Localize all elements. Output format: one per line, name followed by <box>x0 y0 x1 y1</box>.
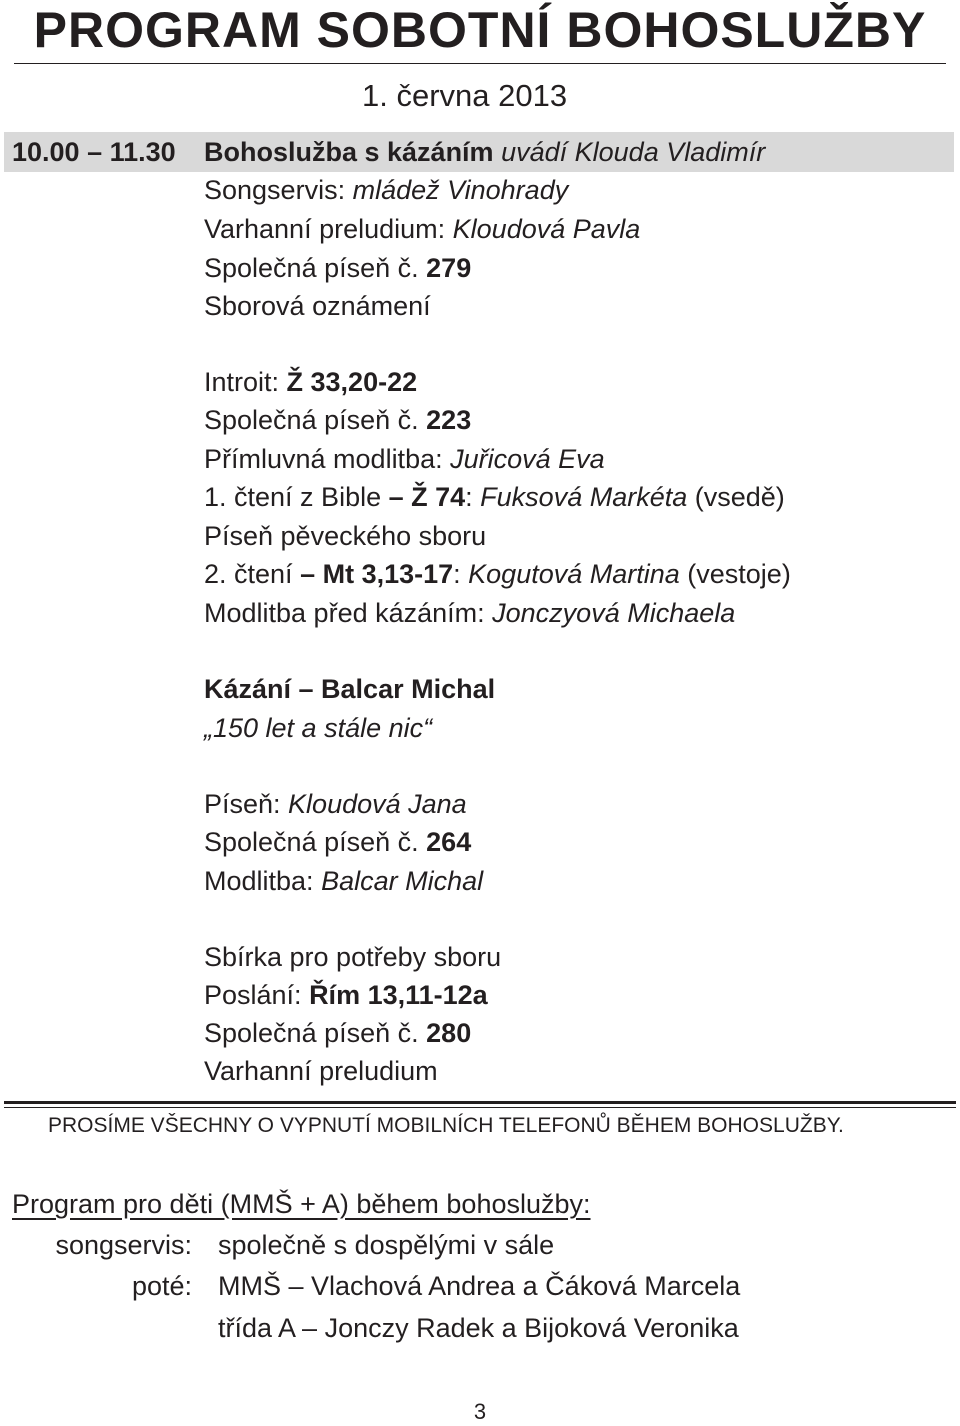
phone-notice: PROSÍME VŠECHNY O VYPNUTÍ MOBILNÍCH TELEFONŮ BĚHEM BOHOSLUŽBY. <box>48 1114 844 1137</box>
kids-row-value: společně s dospělými v sále <box>218 1230 555 1260</box>
program-item-person: Jonczyová Michaela <box>492 598 736 628</box>
hymn-number: 279 <box>426 253 472 283</box>
program-item-note: (vsedě) <box>687 482 785 512</box>
service-date-day: 1. <box>362 78 388 113</box>
sermon-title-text: „150 let a stále nic“ <box>204 713 433 743</box>
program-item-organ-postlude <box>204 1052 438 1090</box>
program-item-label: Songservis: <box>204 175 353 205</box>
kids-row-label: songservis: <box>55 1230 192 1260</box>
service-date <box>362 76 567 116</box>
kids-row-value: třída A – Jonczy Radek a Bijoková Veronika <box>218 1313 739 1343</box>
program-item-label: Přímluvná modlitba: <box>204 444 451 474</box>
program-item-hymn <box>204 401 471 439</box>
program-item-announcements <box>204 287 431 325</box>
hymn-number: 264 <box>426 827 472 857</box>
program-item-person: Balcar Michal <box>321 866 484 896</box>
program-item-label: Kázání – Balcar Michal <box>204 674 496 704</box>
title-divider <box>14 63 946 64</box>
program-item-label: Sbírka pro potřeby sboru <box>204 942 502 972</box>
program-item-person: Kogutová Martina <box>468 559 680 589</box>
page-title: PROGRAM SOBOTNÍ BOHOSLUŽBY <box>33 2 927 58</box>
hymn-number: 280 <box>426 1018 472 1048</box>
program-item-first-reading: 1. čtení z Bible – Ž 74: Fuksová Markéta (vsedě) <box>204 482 785 512</box>
kids-row-label: poté: <box>131 1271 192 1301</box>
program-item-collection <box>204 938 501 976</box>
program-item-person: uvádí Klouda Vladimír <box>501 137 766 167</box>
program-item-label: Modlitba: <box>204 866 322 896</box>
program-item-person: Kloudová Jana <box>288 789 467 819</box>
program-item-choir-song <box>204 517 486 555</box>
program-item-label: Introit: <box>204 367 287 397</box>
program-item-label: Společná píseň č. <box>204 253 427 283</box>
program-item-service <box>204 132 765 172</box>
program-item-introit <box>204 363 417 401</box>
scripture-reference: Ž 33,20-22 <box>286 367 418 397</box>
scripture-reference: Řím 13,11-12a <box>309 980 488 1010</box>
program-item-label: Společná píseň č. <box>204 827 427 857</box>
program-item-label: 2. čtení <box>204 559 301 589</box>
hymn-number: 223 <box>426 405 472 435</box>
service-time: 10.00 – 11.30 <box>12 137 176 167</box>
program-item-label: Sborová oznámení <box>204 291 431 321</box>
program-item-prayer <box>204 862 483 900</box>
program-item-person: mládež Vinohrady <box>352 175 569 205</box>
program-item-second-reading: 2. čtení – Mt 3,13-17: Kogutová Martina (vestoje) <box>204 559 791 589</box>
program-item-songservice <box>204 171 568 209</box>
sermon-title <box>204 709 432 747</box>
program-item-person: Juřicová Eva <box>450 444 605 474</box>
program-item-label: Poslání: <box>204 980 310 1010</box>
program-item-person: Fuksová Markéta <box>480 482 688 512</box>
program-item-label: Píseň: <box>204 789 289 819</box>
program-item-label: 1. čtení z Bible <box>204 482 389 512</box>
service-date-rest: června 2013 <box>396 78 568 113</box>
program-item-label: Společná píseň č. <box>204 405 427 435</box>
program-item-sending <box>204 976 488 1014</box>
notice-divider-thick <box>4 1101 956 1104</box>
page-number: 3 <box>473 1399 487 1424</box>
program-item-label: Varhanní preludium: <box>204 214 453 244</box>
program-item-sermon <box>204 670 495 708</box>
program-item-label: Modlitba před kázáním: <box>204 598 493 628</box>
program-item-label: Bohoslužba s kázáním <box>204 137 494 167</box>
program-item-hymn <box>204 823 471 861</box>
program-item-organ-prelude <box>204 210 640 248</box>
program-item-hymn <box>204 249 471 287</box>
program-item-label: Píseň pěveckého sboru <box>204 521 487 551</box>
program-item-song <box>204 785 467 823</box>
program-item-intercession <box>204 440 605 478</box>
kids-program-heading: Program pro děti (MMŠ + A) během bohoslužby: <box>12 1189 591 1219</box>
kids-row-value: MMŠ – Vlachová Andrea a Čáková Marcela <box>218 1271 741 1301</box>
program-item-label: Varhanní preludium <box>204 1056 438 1086</box>
program-item-person: Kloudová Pavla <box>452 214 641 244</box>
program-item-label: Společná píseň č. <box>204 1018 427 1048</box>
program-item-note: (vestoje) <box>679 559 791 589</box>
notice-divider-thin <box>4 1107 956 1108</box>
program-item-hymn <box>204 1014 471 1052</box>
scripture-reference: – Ž 74 <box>388 482 466 512</box>
scripture-reference: – Mt 3,13-17 <box>300 559 454 589</box>
program-item-prayer-before-sermon <box>204 594 735 632</box>
